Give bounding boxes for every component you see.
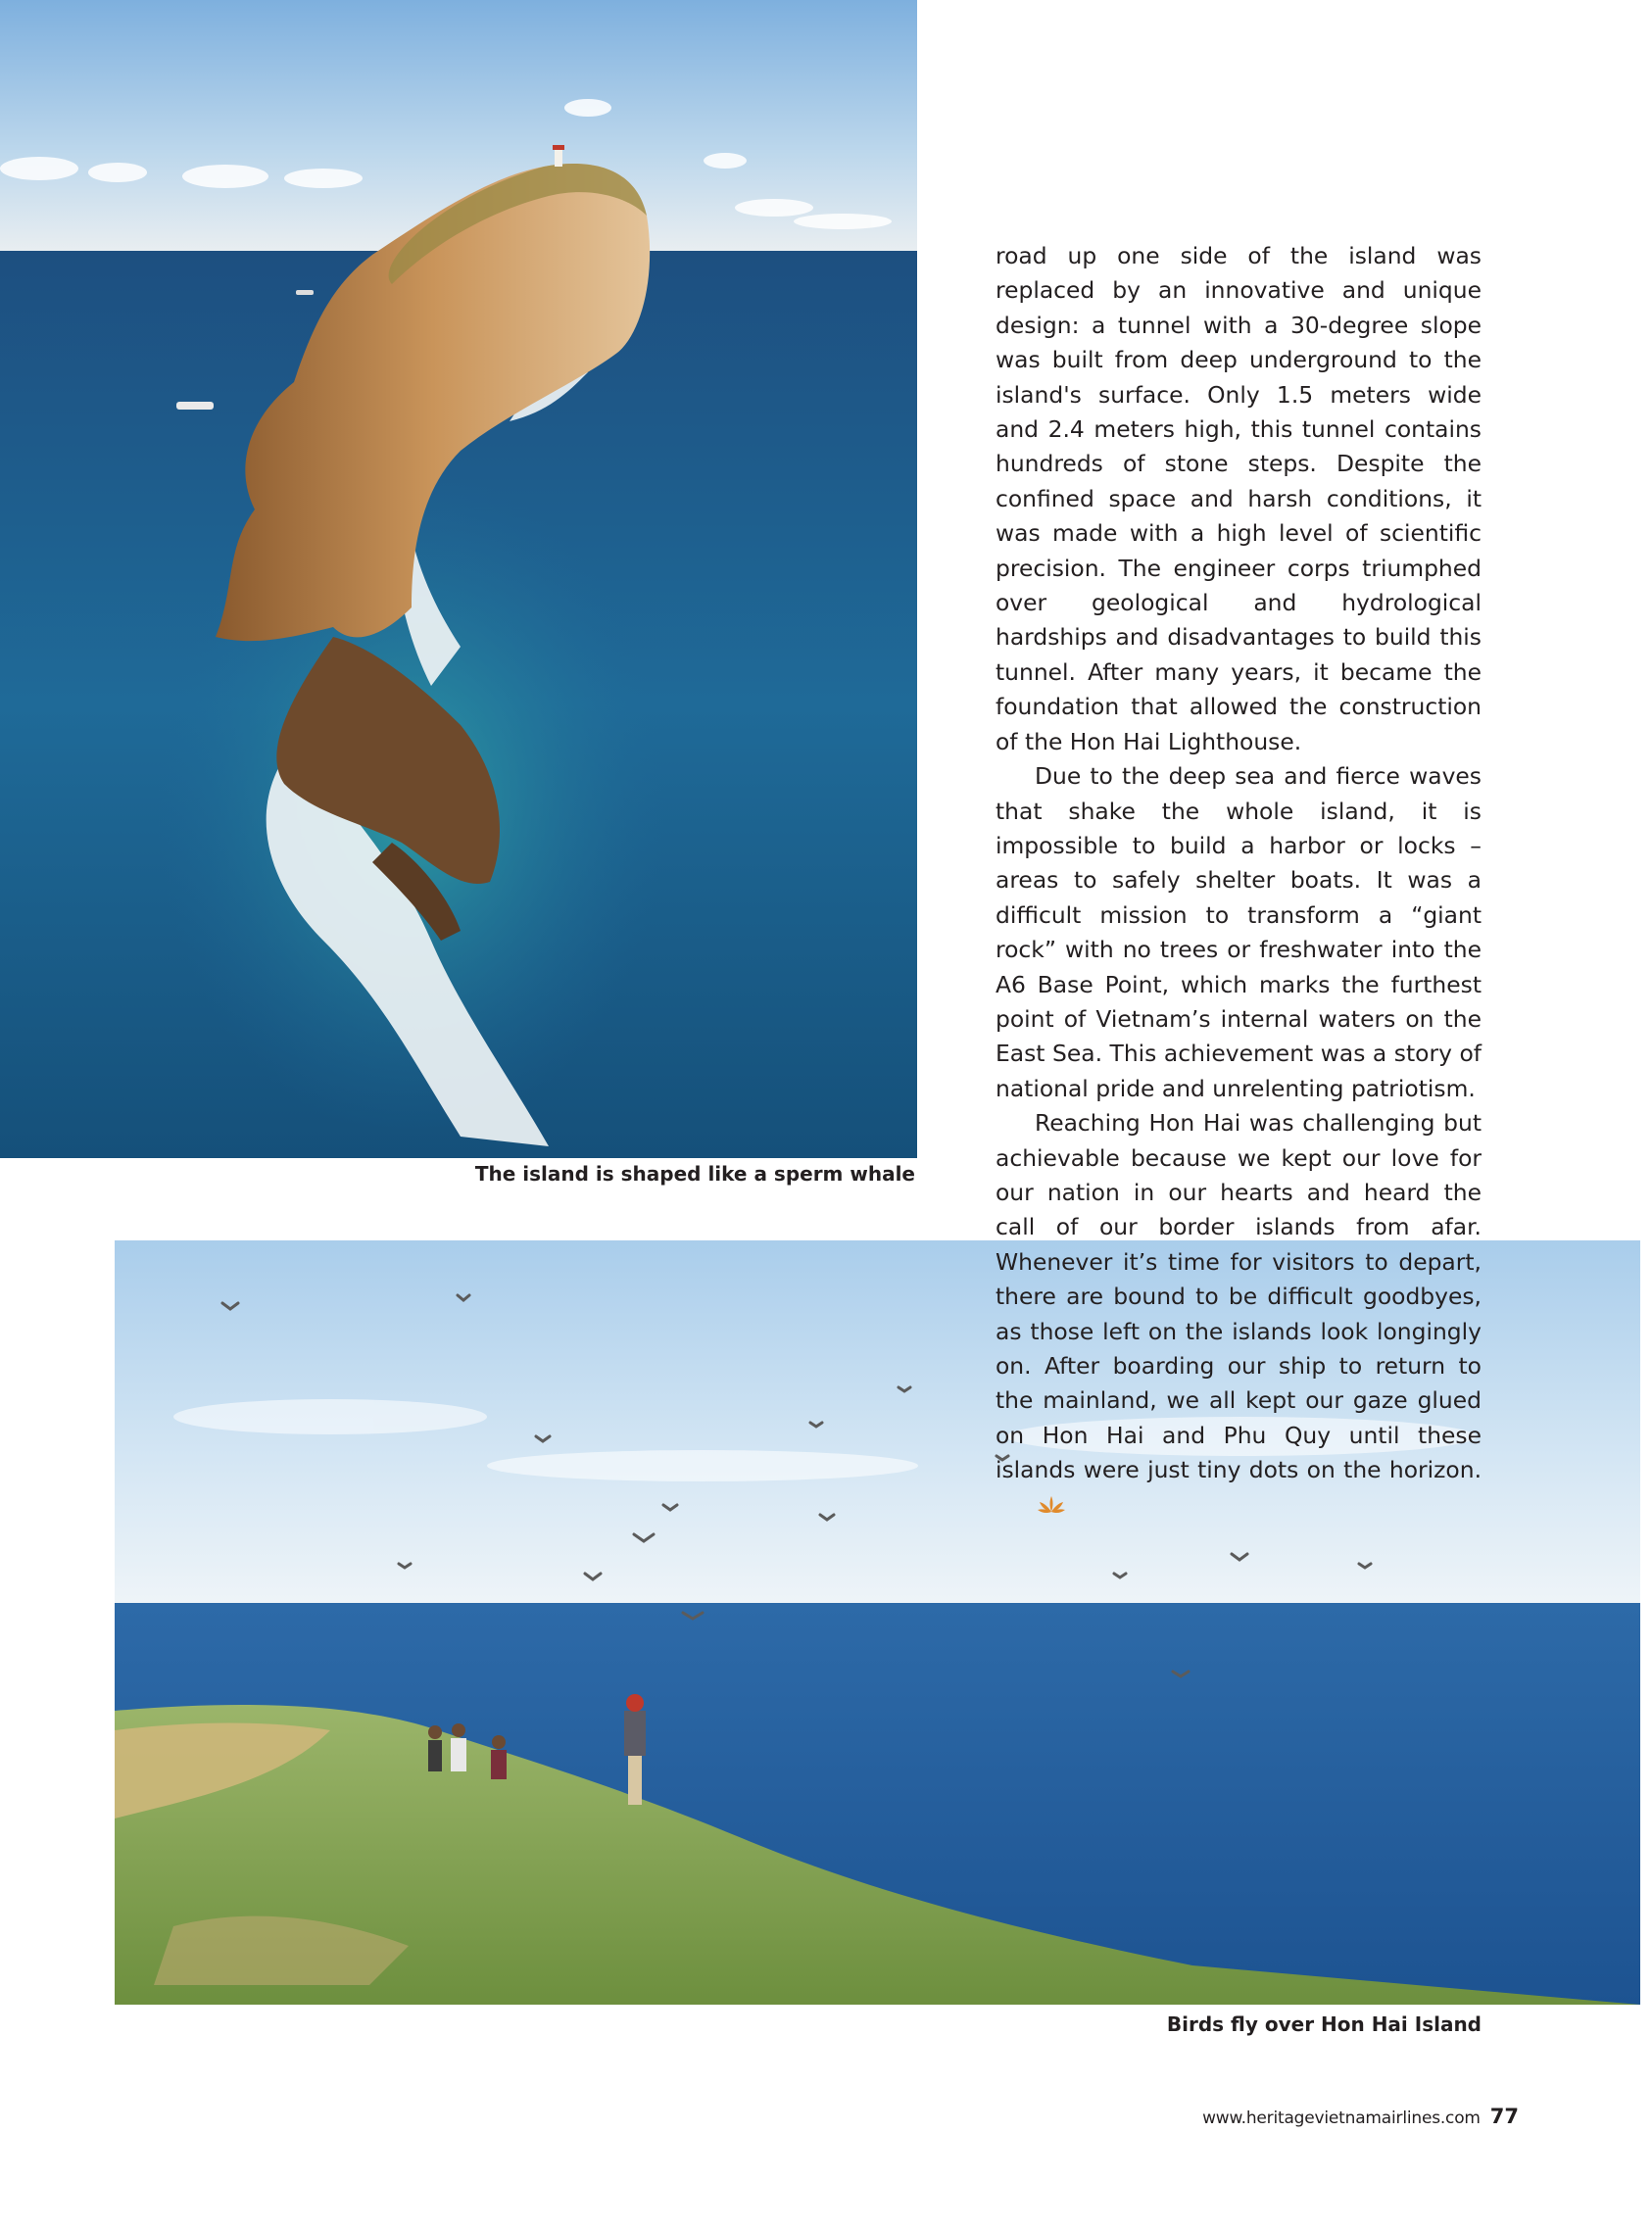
article-body: [996, 239, 1482, 1523]
article-paragraph-3-text: Reaching Hon Hai was challenging but achievable because we kept our love for our nation in our hearts and heard the call of our border islands from afar. Whenever it’s time for visitors to depart, there are bound to be difficult goodbyes, as those left on the islands look longingly on. After boarding our ship to return to the mainland, we all kept our gaze glued on Hon Hai and Phu Quy until these islands were just tiny dots on the horizon.: [996, 1109, 1482, 1484]
island-aerial-illustration: [0, 0, 917, 1158]
article-paragraph-2: Due to the deep sea and fierce waves that shake the whole island, it is impossible to build a harbor or locks – areas to safely shelter boats. It was a difficult mission to transform a “giant rock” with no trees or freshwater into the A6 Base Point, which marks the furthest point of Vietnam’s internal waters on the East Sea. This achievement was a story of national pride and unrelenting patriotism.: [996, 762, 1482, 1102]
article-paragraph-3: [996, 1106, 1482, 1523]
page-footer: [1078, 2105, 1519, 2128]
photo-caption-bottom: Birds fly over Hon Hai Island: [1166, 2012, 1482, 2036]
page-number: 77: [1489, 2105, 1519, 2128]
footer-url[interactable]: www.heritagevietnamairlines.com: [1202, 2109, 1481, 2128]
photo-caption-top: The island is shaped like a sperm whale: [474, 1162, 915, 1186]
photo-island-sperm-whale: [0, 0, 917, 1158]
lotus-end-mark-icon: [997, 1491, 1027, 1513]
article-paragraph-1: road up one side of the island was replaced by an innovative and unique design: a tunnel with a 30-degree slope was built from deep underground to the island's surface. Only 1.5 meters wide and 2.4 meters high, this tunnel contains hundreds of stone steps. Despite the confined space and harsh conditions, it was made with a high level of scientific precision. The engineer corps triumphed over geological and hydrological hardships and disadvantages to build this tunnel. After many years, it became the foundation that allowed the construction of the Hon Hai Lighthouse.: [996, 242, 1482, 755]
